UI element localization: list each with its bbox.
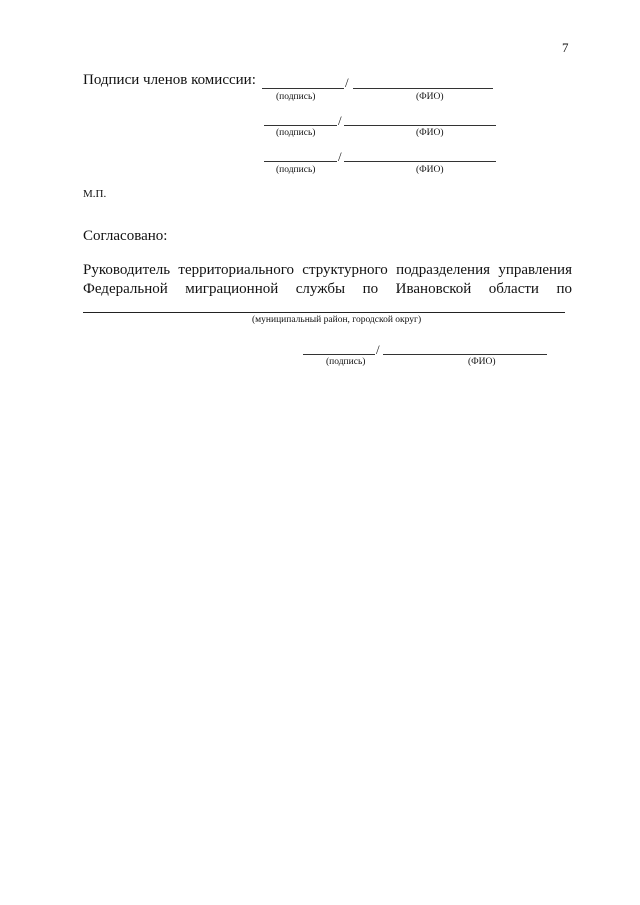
district-underline: [83, 312, 565, 313]
name-caption-1: (ФИО): [416, 92, 444, 102]
name-caption-2: (ФИО): [416, 128, 444, 138]
commission-signatures-label: Подписи членов комиссии:: [83, 72, 256, 88]
page-number: 7: [562, 40, 569, 55]
signature-line-1: [262, 88, 344, 89]
signature-line-2: [264, 125, 337, 126]
name-line-2: [344, 125, 496, 126]
name-caption-3: (ФИО): [416, 165, 444, 175]
signature-caption-2: (подпись): [276, 128, 316, 138]
signature-slash-2: /: [338, 113, 342, 128]
signature-caption-1: (подпись): [276, 92, 316, 102]
signature-slash-1: /: [345, 75, 349, 90]
agreed-label: Согласовано:: [83, 228, 168, 244]
signature-caption-3: (подпись): [276, 165, 316, 175]
head-title-line-2: Федеральной миграционной службы по Ивановской области по: [83, 281, 572, 297]
district-caption: (муниципальный район, городской округ): [252, 315, 422, 325]
head-signature-slash: /: [376, 342, 380, 357]
signature-line-3: [264, 161, 337, 162]
stamp-place-label: М.П.: [83, 188, 107, 200]
name-line-3: [344, 161, 496, 162]
head-name-caption: (ФИО): [468, 357, 496, 367]
name-line-1: [353, 88, 493, 89]
signature-slash-3: /: [338, 149, 342, 164]
head-name-line: [383, 354, 547, 355]
head-signature-caption: (подпись): [326, 357, 366, 367]
head-signature-line: [303, 354, 375, 355]
head-title-line-1: Руководитель территориального структурного подразделения управления: [83, 262, 572, 278]
